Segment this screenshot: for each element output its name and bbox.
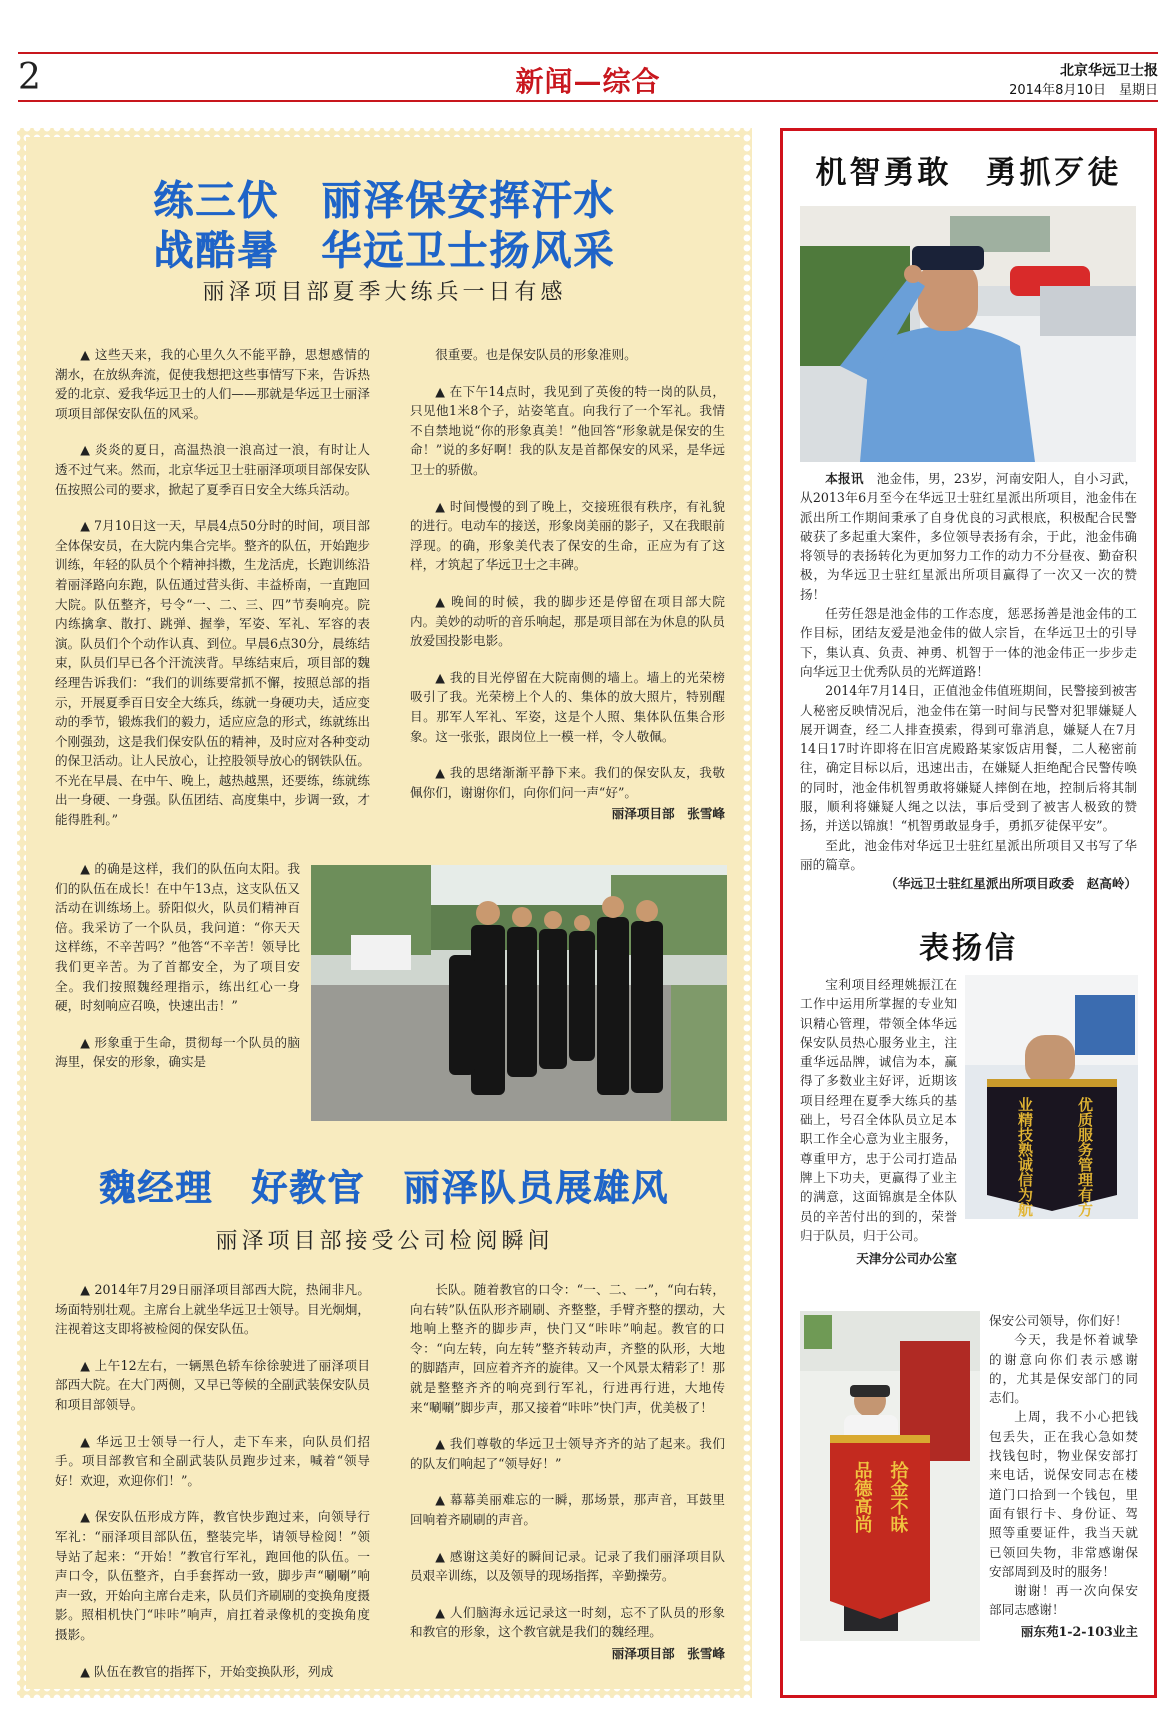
article5-paragraph: 今天，我是怀着诚挚的谢意向你们表示感谢的，尤其是保安部门的同志们。 — [989, 1332, 1138, 1406]
article1-paragraph: ▲ 在下午14点时，我见到了英俊的特一岗的队员，只见他1米8个子，站姿笔直。向我行了一个军礼。我情不自禁地说“你的形象真美！”他回答“形象就是保安的生命！”说的多好啊！我的队友是首都保安的风采，是华远卫士的骄傲。 — [410, 383, 725, 477]
article5-paragraph: 上周，我不小心把钱包丢失，正在我心急如焚找钱包时，物业保安部打来电话，说保安同志在楼道门口拾到一个钱包，里面有银行卡、身份证、驾照等重要证件，我当天就已领回失物，非常感谢保安部周到及时的服务！ — [989, 1409, 1138, 1579]
banner1-line-b: 业精技熟诚信为航 — [1016, 1097, 1034, 1217]
article2-column1 — [55, 1280, 370, 1698]
masthead-bottom-rule — [18, 100, 1158, 102]
article2-paragraph: ▲ 华远卫士领导一行人，走下车来，向队员们招手。项目部教官和全副武装队员跑步过来，喊着“领导好！欢迎，欢迎你们！”。 — [55, 1433, 370, 1488]
article1-column2 — [410, 345, 725, 824]
right-news-panel — [780, 128, 1157, 1698]
article3-paragraph-text: 池金伟，男，23岁，河南安阳人，自小习武，从2013年6月至今在华远卫士驻红星派出所项目，池金伟在派出所工作期间秉承了自身优良的习武根底，积极配合民警破获了多起重大案件，多位领导表扬有余，于此，池金伟确将领导的表扬转化为更加努力工作的动力不分昼夜、勤奋积极，为华远卫士驻红星派出所项目赢得了一次又一次的赞扬！ — [800, 471, 1138, 602]
article2-signature: 丽泽项目部 张雪峰 — [611, 1645, 725, 1661]
article1-headline-line1: 练三伏 丽泽保安挥汗水 — [153, 178, 616, 224]
article3-body — [800, 469, 1137, 894]
resident-banner-photo — [800, 1311, 980, 1641]
article5-body — [989, 1311, 1138, 1641]
article1-paragraph: 很重要。也是保安队员的形象准则。 — [435, 347, 637, 362]
article2-paragraph: ▲ 上午12左右，一辆黑色轿车徐徐驶进了丽泽项目部西大院。在大门两侧，又早已等候的全副武装保安队员和项目部领导。 — [55, 1357, 370, 1412]
left-news-panel — [17, 128, 752, 1698]
banner1-line-a: 优质服务管理有方 — [1076, 1097, 1094, 1217]
article1-paragraph: ▲ 形象重于生命，贯彻每一个队员的脑海里，保安的形象，确实是 — [55, 1034, 300, 1070]
article2-paragraph: ▲ 我们尊敬的华远卫士领导齐齐的站了起来。我们的队友们响起了“领导好！” — [410, 1436, 725, 1471]
guards-salute-photo — [311, 865, 727, 1121]
article5-paragraph: 谢谢！再一次向保安部同志感谢！ — [989, 1583, 1138, 1618]
article1-subtitle: 丽泽项目部夏季大练兵一日有感 — [202, 280, 567, 305]
article4-signature: 天津分公司办公室 — [856, 1251, 957, 1267]
masthead — [18, 52, 1158, 102]
masthead-top-rule — [18, 52, 1158, 54]
article2-paragraph: ▲ 保安队伍形成方阵，教官快步跑过来，向领导行军礼：“丽泽项目部队伍，整装完毕，请领导检阅！”领导站了起来：“开始！”教官行军礼，跑回他的队伍。一声口令，队伍整齐，白手套挥动一致，脚步声“唰唰”响声一致，开始向主席台走来，队员们齐刷刷的变换角度摄影。照相机快门“咔咔”响声，肩扛着录像机的变换角度摄影。 — [55, 1509, 370, 1642]
article4-paragraph: 宝利项目经理姚振江在工作中运用所掌握的专业知识精心管理，带领全体华远保安队员热心服务业主，注重华远品牌，诚信为本，赢得了多数业主好评，近期该项目经理在夏季大练兵的基础上，号召全体队员立足本职工作全心意为业主服务，尊重甲方，忠于公司打造品牌上下功夫，更赢得了业主的满意，这面锦旗是全体队员的辛苦付出的到的，荣誉归于队员，归于公司。 — [800, 977, 957, 1243]
article5-signature: 丽东苑1-2-103业主 — [1020, 1623, 1138, 1639]
article2-paragraph: ▲ 队伍在教官的指挥下，开始变换队形，列成 — [80, 1663, 334, 1679]
banner2-line-a: 拾金不昧 — [887, 1461, 909, 1533]
paper-name: 北京华远卫士报 — [1060, 63, 1158, 79]
article2-paragraph: ▲ 2014年7月29日丽泽项目部西大院，热闹非凡。场面特别壮观。主席台上就坐华远卫士领导。目光炯炯，注视着这支即将被检阅的保安队伍。 — [55, 1282, 370, 1337]
article3-paragraph: 至此，池金伟对华远卫士驻红星派出所项目又书写了华丽的篇章。 — [800, 837, 1137, 872]
article1-column1 — [55, 345, 370, 847]
article1-paragraph: ▲ 时间慢慢的到了晚上，交接班很有秩序，有礼貌的进行。电动车的接送，形象岗美丽的影子，又在我眼前浮现。的确，形象美代表了保安的生命，正应为有了这样，才筑起了华远卫士之丰碑。 — [410, 498, 725, 573]
issue-date: 2014年8月10日 星期日 — [1009, 83, 1158, 98]
article2-paragraph: ▲ 感谢这美好的瞬间记录。记录了我们丽泽项目队员艰辛训练，以及领导的现场指挥，辛勤操劳。 — [410, 1548, 725, 1584]
officer-salute-photo — [800, 206, 1136, 462]
article1-paragraph: ▲ 7月10日这一天，早晨4点50分时的时间，项目部全体保安员，在大院内集合完毕。整齐的队伍，开始跑步训练，年轻的队员个个精神抖擞，生龙活虎，长跑训练沿着丽泽路向东跑，队伍通过营头街、丰益桥南，一直跑回大院。队伍整齐，号令“一、二、三、四”节奏响亮。院内练擒拿、散打、跳弹、握拳，军姿、军礼、军容的表演。队员们个个动作认真、到位。早晨6点30分，晨练结束，队员们早已各个汗流浃背。早练结束后，项目部的魏经理告诉我们：“我们的训练要常抓不懈，按照总部的指示，开展夏季百日安全大练兵，练就一身硬功夫，适应变动的季节，锻炼我们的毅力，适应应急的形式，练就练出个刚强劲，这是我们保安队伍的精神，及时应对各种变动的保卫活动。让人民放心，让控股领导放心的钢铁队伍。不光在早晨、在中午、晚上，越热越黑，还要练，练就练出一身硬、一身强。队伍团结、高度集中，步调一致，才能得胜利。” — [55, 518, 370, 828]
article2-paragraph: ▲ 人们脑海永远记录这一时刻，忘不了队员的形象和教官的形象，这个教官就是我们的魏经理。 — [410, 1604, 725, 1640]
article3-lead: 本报讯 — [825, 471, 864, 486]
article1-headline-line2: 战酷暑 华远卫士扬风采 — [153, 228, 616, 274]
article3-signature: （华远卫士驻红星派出所项目政委 赵高岭） — [885, 876, 1137, 892]
article1-column1-lower — [55, 859, 300, 1089]
article1-paragraph: ▲ 的确是这样，我们的队伍向太阳。我们的队伍在成长！在中午13点，这支队伍又活动在训练场上。骄阳似火，队员们精神百倍。我采访了一个队员，我问道：“你天天这样练，不辛苦吗？”他答“不辛苦！领导比我们更辛苦。为了首都安全，为了项目安全。我们按照魏经理指示，练出红心一身硬，时刻响应召唤，快速出击！” — [55, 861, 300, 1014]
article2-column2 — [410, 1280, 725, 1664]
article3-paragraph: 任劳任怨是池金伟的工作态度，惩恶扬善是池金伟的工作目标，团结友爱是池金伟的做人宗旨，在华远卫士的引导下，集认真、负责、神勇、机智于一体的池金伟正一步步走向华远卫士优秀队员的光辉道路！ — [800, 606, 1137, 679]
article1-paragraph: ▲ 这些天来，我的心里久久不能平静，思想感情的潮水，在放纵奔流，促使我想把这些事情写下来，告诉热爱的北京、爱我华远卫士的人们——那就是华远卫士丽泽项项目部保安队伍的风采。 — [55, 347, 370, 421]
section-title: 新闻—综合 — [515, 65, 661, 98]
article3-headline: 机智勇敢 勇抓歹徒 — [815, 155, 1122, 191]
banner2-line-b: 品德高尚 — [851, 1461, 873, 1533]
article3-paragraph: 2014年7月14日，正值池金伟值班期间，民警接到被害人秘密反映情况后，池金伟在第一时间与民警对犯罪嫌疑人展开调查，经二人排查摸索，得到可靠消息，嫌疑人在7月14日17时许即将在旧宫虎殿路某家饭店用餐，二人秘密前往，确定目标以后，迅速出击，在嫌疑人拒绝配合民警传唤的同时，池金伟机智勇敢将嫌疑人摔倒在地，控制后将其制服，顺利将嫌疑人绳之以法，事后受到了被害人极致的赞扬，并送以锦旗！“机智勇敢显身手，勇抓歹徒保平安”。 — [800, 683, 1137, 834]
article1-paragraph: ▲ 我的思绪渐渐平静下来。我们的保安队友，我敬佩你们，谢谢你们，向你们问一声“好”。 — [410, 765, 725, 800]
article2-paragraph: 长队。随着教官的口令：“一、二、一”，“向右转，向右转”队伍队形齐刷刷、齐整整，手臂齐整的摆动，大地响上整齐的脚步声，快门又“咔咔”响起。教官的口令：“向左转，向左转”整齐转动声，齐整的队形，大地的脚踏声，回应着齐齐的旋律。又一个风景太精彩了！那就是整整齐齐的响亮到行军礼，行进再行进，大地传来“唰唰”脚步声，那又接着“咔咔”快门声，优美极了！ — [410, 1282, 725, 1415]
left-panel-inner — [26, 137, 743, 1689]
article4-headline: 表扬信 — [919, 931, 1018, 966]
page-number: 2 — [18, 57, 41, 98]
article2-paragraph: ▲ 幕幕美丽难忘的一瞬，那场景，那声音，耳鼓里回响着齐刷刷的声音。 — [410, 1492, 725, 1527]
article3-paragraph — [800, 469, 1137, 604]
article1-paragraph: ▲ 炎炎的夏日，高温热浪一浪高过一浪，有时让人透不过气来。然而，北京华远卫士驻丽泽项项目部保安队伍按照公司的要求，掀起了夏季百日安全大练兵活动。 — [55, 442, 370, 497]
article2-subtitle: 丽泽项目部接受公司检阅瞬间 — [215, 1229, 554, 1254]
manager-banner-photo — [965, 975, 1138, 1219]
article5-greeting: 保安公司领导，你们好！ — [989, 1313, 1128, 1328]
article1-signature: 丽泽项目部 张雪峰 — [611, 806, 725, 822]
article1-paragraph: ▲ 我的目光停留在大院南侧的墙上。墙上的光荣榜吸引了我。光荣榜上个人的、集体的放大照片，特别醒目。那军人军礼、军姿，这是个人照、集体队伍集合形象。这一张张，跟岗位上一模一样，令人敬佩。 — [410, 669, 725, 744]
article4-body — [800, 975, 957, 1268]
article1-paragraph: ▲ 晚间的时候，我的脚步还是停留在项目部大院内。美妙的动听的音乐响起，那是项目部在为休息的队员放爱国投影电影。 — [410, 593, 725, 649]
article2-headline: 魏经理 好教官 丽泽队员展雄风 — [99, 1168, 670, 1209]
